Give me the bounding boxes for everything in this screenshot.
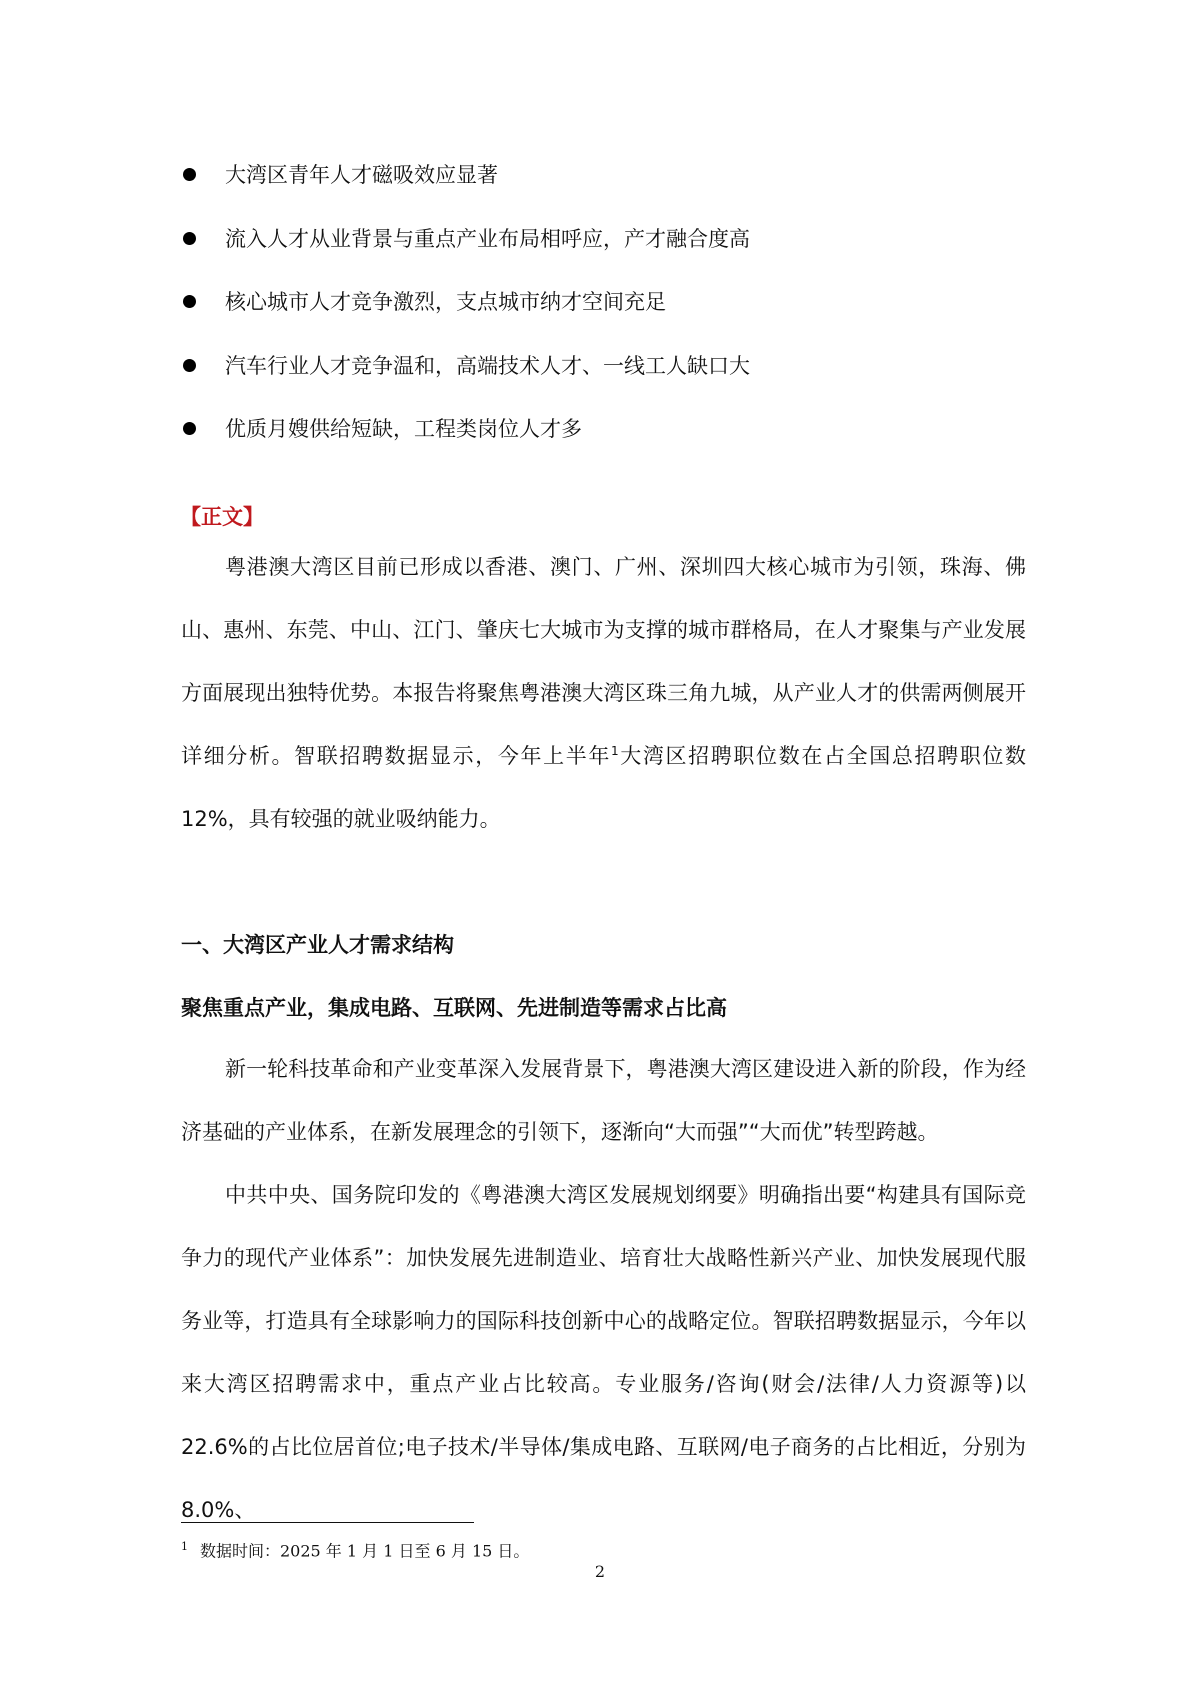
footnote-mark: 1: [181, 1540, 188, 1553]
section-paragraph-2: 中共中央、国务院印发的《粤港澳大湾区发展规划纲要》明确指出要“构建具有国际竞争力的现代产业体系”：加快发展先进制造业、培育壮大战略性新兴产业、加快发展现代服务业等，打造具有全球影响力的国际科技创新中心的战略定位。智联招聘数据显示，今年以来大湾区招聘需求中，重点产业占比较高。专业服务/咨询(财会/法律/人力资源等)以 22.6%的占比位居首位;电子技术/半导体/集成电路、互联网/电子商务的占比相近，分别为 8.0%、: [181, 1183, 1026, 1522]
page-number: 2: [594, 1562, 606, 1581]
section-paragraph-1: 新一轮科技革命和产业变革深入发展背景下，粤港澳大湾区建设进入新的阶段，作为经济基础的产业体系，在新发展理念的引领下，逐渐向“大而强”“大而优”转型跨越。: [181, 1057, 1026, 1144]
highlights-list: [181, 158, 1041, 476]
intro-text-part1: 粤港澳大湾区目前已形成以香港、澳门、广州、深圳四大核心城市为引领，珠海、佛山、惠州、东莞、中山、江门、肇庆七大城市为支撑的城市群格局，在人才聚集与产业发展方面展现出独特优势。本报告将聚焦粤港澳大湾区珠三角九城，从产业人才的供需两侧展开详细分析。智联招聘数据显示，今年上半年: [181, 555, 1026, 768]
intro-paragraph: [181, 536, 1026, 851]
highlight-item: [181, 412, 1041, 476]
footnote-divider: [181, 1522, 474, 1523]
highlight-item: [181, 349, 1041, 413]
highlight-text: 核心城市人才竞争激烈，支点城市纳才空间充足: [225, 290, 666, 314]
highlight-text: 大湾区青年人才磁吸效应显著: [225, 163, 498, 187]
body-section-marker: 【正文】: [180, 505, 264, 529]
section-subtitle: 聚焦重点产业，集成电路、互联网、先进制造等需求占比高: [181, 996, 727, 1020]
highlight-text: 汽车行业人才竞争温和，高端技术人才、一线工人缺口大: [225, 353, 750, 378]
bullet-icon: [183, 168, 196, 181]
bullet-icon: [183, 359, 196, 372]
footnote-reference[interactable]: 1: [611, 744, 619, 758]
bullet-icon: [183, 422, 196, 435]
footnote-text: 数据时间：2025 年 1 月 1 日至 6 月 15 日。: [200, 1541, 530, 1561]
highlight-item: [181, 222, 1041, 286]
highlight-text: 流入人才从业背景与重点产业布局相呼应，产才融合度高: [225, 226, 750, 251]
highlight-item: [181, 285, 1041, 349]
highlight-text: 优质月嫂供给短缺，工程类岗位人才多: [225, 417, 582, 441]
highlight-item: [181, 158, 1041, 222]
section-title: 一、大湾区产业人才需求结构: [181, 933, 454, 957]
intro-text-part2: 大湾区招聘职位数在占全国总招聘职位数 12%，具有较强的就业吸纳能力。: [181, 744, 1027, 831]
bullet-icon: [183, 232, 196, 245]
bullet-icon: [183, 295, 196, 308]
